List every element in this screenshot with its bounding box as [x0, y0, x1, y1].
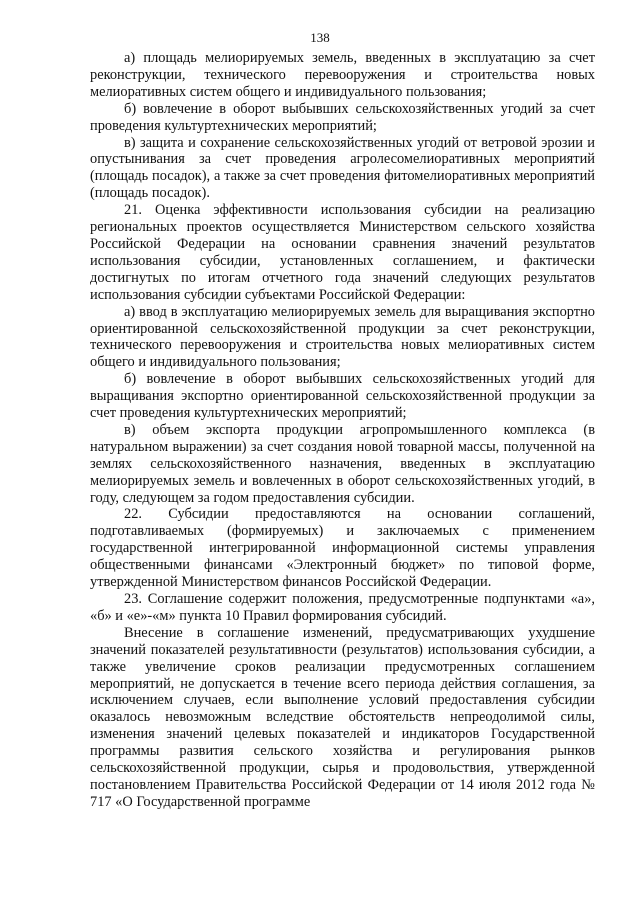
- document-body: [90, 50, 595, 811]
- paragraph-item-b-involvement: б) вовлечение в оборот выбывших сельскохозяйственных угодий за счет проведения культуртехнических мероприятий;: [90, 100, 595, 134]
- paragraph-agreement-changes: Внесение в соглашение изменений, предусматривающих ухудшение значений показателей результативности (результатов) использования субсидии, а также увеличение сроков реализации предусмотренных соглашением мероприятий, не допускается в течение всего периода действия соглашения, за исключением случаев, если выполнение условий предоставления субсидии оказалось невозможным вследствие обстоятельств непреодолимой силы, изменения значений целевых показателей и индикаторов Государственной программы развития сельского хозяйства и регулирования рынков сельскохозяйственной продукции, сырья и продовольствия, утвержденной постановлением Правительства Российской Федерации от 14 июля 2012 года № 717 «О Государственной программе: [90, 624, 595, 810]
- paragraph-clause-22: 22. Субсидии предоставляются на основании соглашений, подготавливаемых (формируемых) и заключаемых с применением государственной интегрированной информационной системы управления общественными финансами «Электронный бюджет» по типовой форме, утвержденной Министерством финансов Российской Федерации.: [90, 506, 595, 591]
- paragraph-item-v-protection: в) защита и сохранение сельскохозяйственных угодий от ветровой эрозии и опустынивания за счет проведения агролесомелиоративных мероприятий (площадь посадок), а также за счет проведения фитомелиоративных мероприятий (площадь посадок).: [90, 134, 595, 202]
- paragraph-clause-21: 21. Оценка эффективности использования субсидии на реализацию региональных проектов осуществляется Министерством сельского хозяйства Российской Федерации на основании сравнения значений результатов использования субсидии, установленных соглашением, и фактически достигнутых по итогам отчетного года значений следующих результатов использования субсидии субъектами Российской Федерации:: [90, 202, 595, 303]
- paragraph-clause-21-item-a: а) ввод в эксплуатацию мелиорируемых земель для выращивания экспортно ориентированной сельскохозяйственной продукции за счет реконструкции, технического перевооружения и строительства новых мелиоративных систем общего и индивидуального пользования;: [90, 303, 595, 371]
- paragraph-clause-23: 23. Соглашение содержит положения, предусмотренные подпунктами «а», «б» и «е»-«м» пункта 10 Правил формирования субсидий.: [90, 591, 595, 624]
- paragraph-item-a-area: а) площадь мелиорируемых земель, введенных в эксплуатацию за счет реконструкции, технического перевооружения и строительства новых мелиоративных систем общего и индивидуального пользования;: [90, 50, 595, 100]
- paragraph-clause-21-item-v: в) объем экспорта продукции агропромышленного комплекса (в натуральном выражении) за счет создания новой товарной массы, полученной на землях сельскохозяйственного назначения, введенных в эксплуатацию мелиорируемых земель и вовлеченных в оборот сельскохозяйственных угодий, в году, следующем за годом предоставления субсидии.: [90, 421, 595, 506]
- paragraph-clause-21-item-b: б) вовлечение в оборот выбывших сельскохозяйственных угодий для выращивания экспортно ориентированной сельскохозяйственной продукции за счет проведения культуртехнических мероприятий;: [90, 371, 595, 422]
- page-number: 138: [310, 30, 330, 45]
